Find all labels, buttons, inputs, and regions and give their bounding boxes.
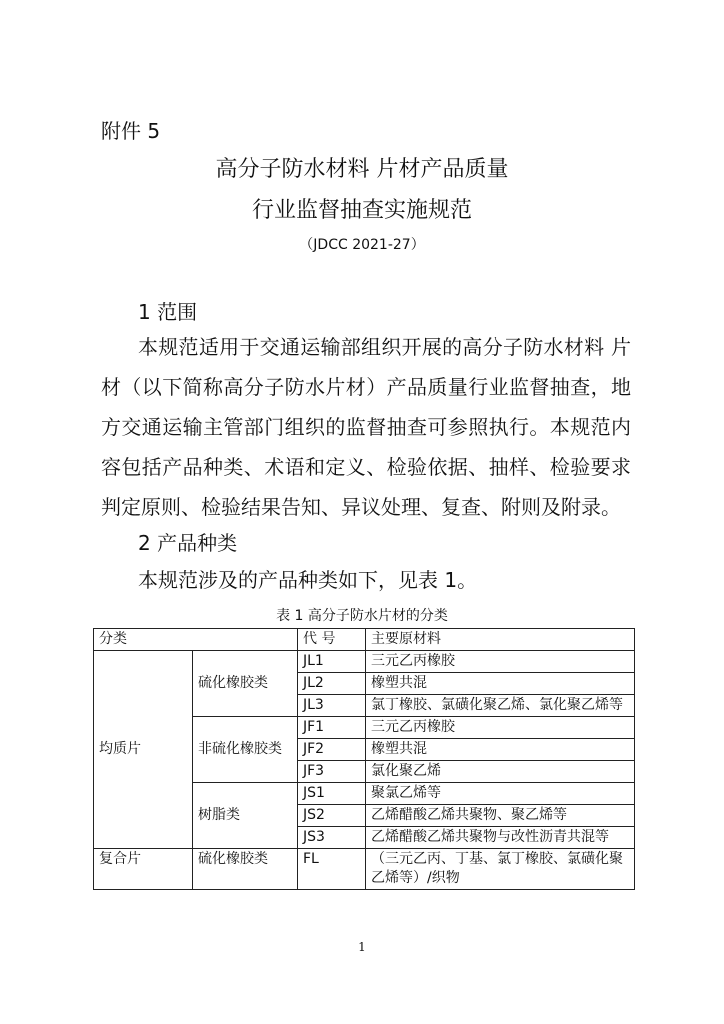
material-cell: 氯丁橡胶、氯磺化聚乙烯、氯化聚乙烯等 — [366, 695, 635, 717]
code-cell: JS3 — [298, 827, 366, 849]
material-cell: 橡塑共混 — [366, 739, 635, 761]
header-material: 主要原材料 — [366, 629, 635, 651]
section-2-heading: 2 产品种类 — [138, 531, 238, 555]
group-homogeneous: 均质片 — [94, 651, 193, 849]
material-cell: （三元乙丙、丁基、氯丁橡胶、氯磺化聚乙烯等）/织物 — [366, 849, 635, 890]
material-cell: 氯化聚乙烯 — [366, 761, 635, 783]
material-cell: 聚氯乙烯等 — [366, 783, 635, 805]
title-line-1: 高分子防水材料 片材产品质量 — [215, 157, 509, 182]
code-cell: JS2 — [298, 805, 366, 827]
subgroup-composite-vulcanized: 硫化橡胶类 — [193, 849, 298, 890]
code-cell: JL1 — [298, 651, 366, 673]
code-cell: JL2 — [298, 673, 366, 695]
page-number: 1 — [358, 940, 366, 954]
classification-table — [93, 628, 635, 890]
title-line-2: 行业监督抽查实施规范 — [251, 198, 472, 223]
code-cell: JF1 — [298, 717, 366, 739]
document-code: （JDCC 2021-27） — [299, 237, 425, 253]
subgroup-vulcanized: 硫化橡胶类 — [193, 651, 298, 717]
material-cell: 三元乙丙橡胶 — [366, 717, 635, 739]
subgroup-resin: 树脂类 — [193, 783, 298, 849]
header-code: 代 号 — [298, 629, 366, 651]
code-cell: JL3 — [298, 695, 366, 717]
material-cell: 乙烯醋酸乙烯共聚物与改性沥青共混等 — [366, 827, 635, 849]
section-1-paragraph: 本规范适用于交通运输部组织开展的高分子防水材料 片材（以下简称高分子防水片材）产品质量行业监督抽查，地方交通运输主管部门组织的监督抽查可参照执行。本规范内容包括产品种类、术语和定义、检验依据、抽样、检验要求判定原则、检验结果告知、异议处理、复查、附则及附录。 — [101, 335, 631, 519]
code-cell: FL — [298, 849, 366, 890]
subgroup-nonvulcanized: 非硫化橡胶类 — [193, 717, 298, 783]
section-2-text: 本规范涉及的产品种类如下，见表 1。 — [138, 568, 478, 592]
table-row — [94, 651, 635, 673]
table-header-row — [94, 629, 635, 651]
material-cell: 橡塑共混 — [366, 673, 635, 695]
header-category: 分类 — [94, 629, 298, 651]
code-cell: JF3 — [298, 761, 366, 783]
section-1-heading: 1 范围 — [138, 300, 198, 324]
code-cell: JF2 — [298, 739, 366, 761]
material-cell: 乙烯醋酸乙烯共聚物、聚乙烯等 — [366, 805, 635, 827]
material-cell: 三元乙丙橡胶 — [366, 651, 635, 673]
table-caption: 表 1 高分子防水片材的分类 — [276, 608, 448, 624]
code-cell: JS1 — [298, 783, 366, 805]
group-composite: 复合片 — [94, 849, 193, 890]
attachment-label: 附件 5 — [101, 119, 161, 143]
table-row — [94, 849, 635, 890]
